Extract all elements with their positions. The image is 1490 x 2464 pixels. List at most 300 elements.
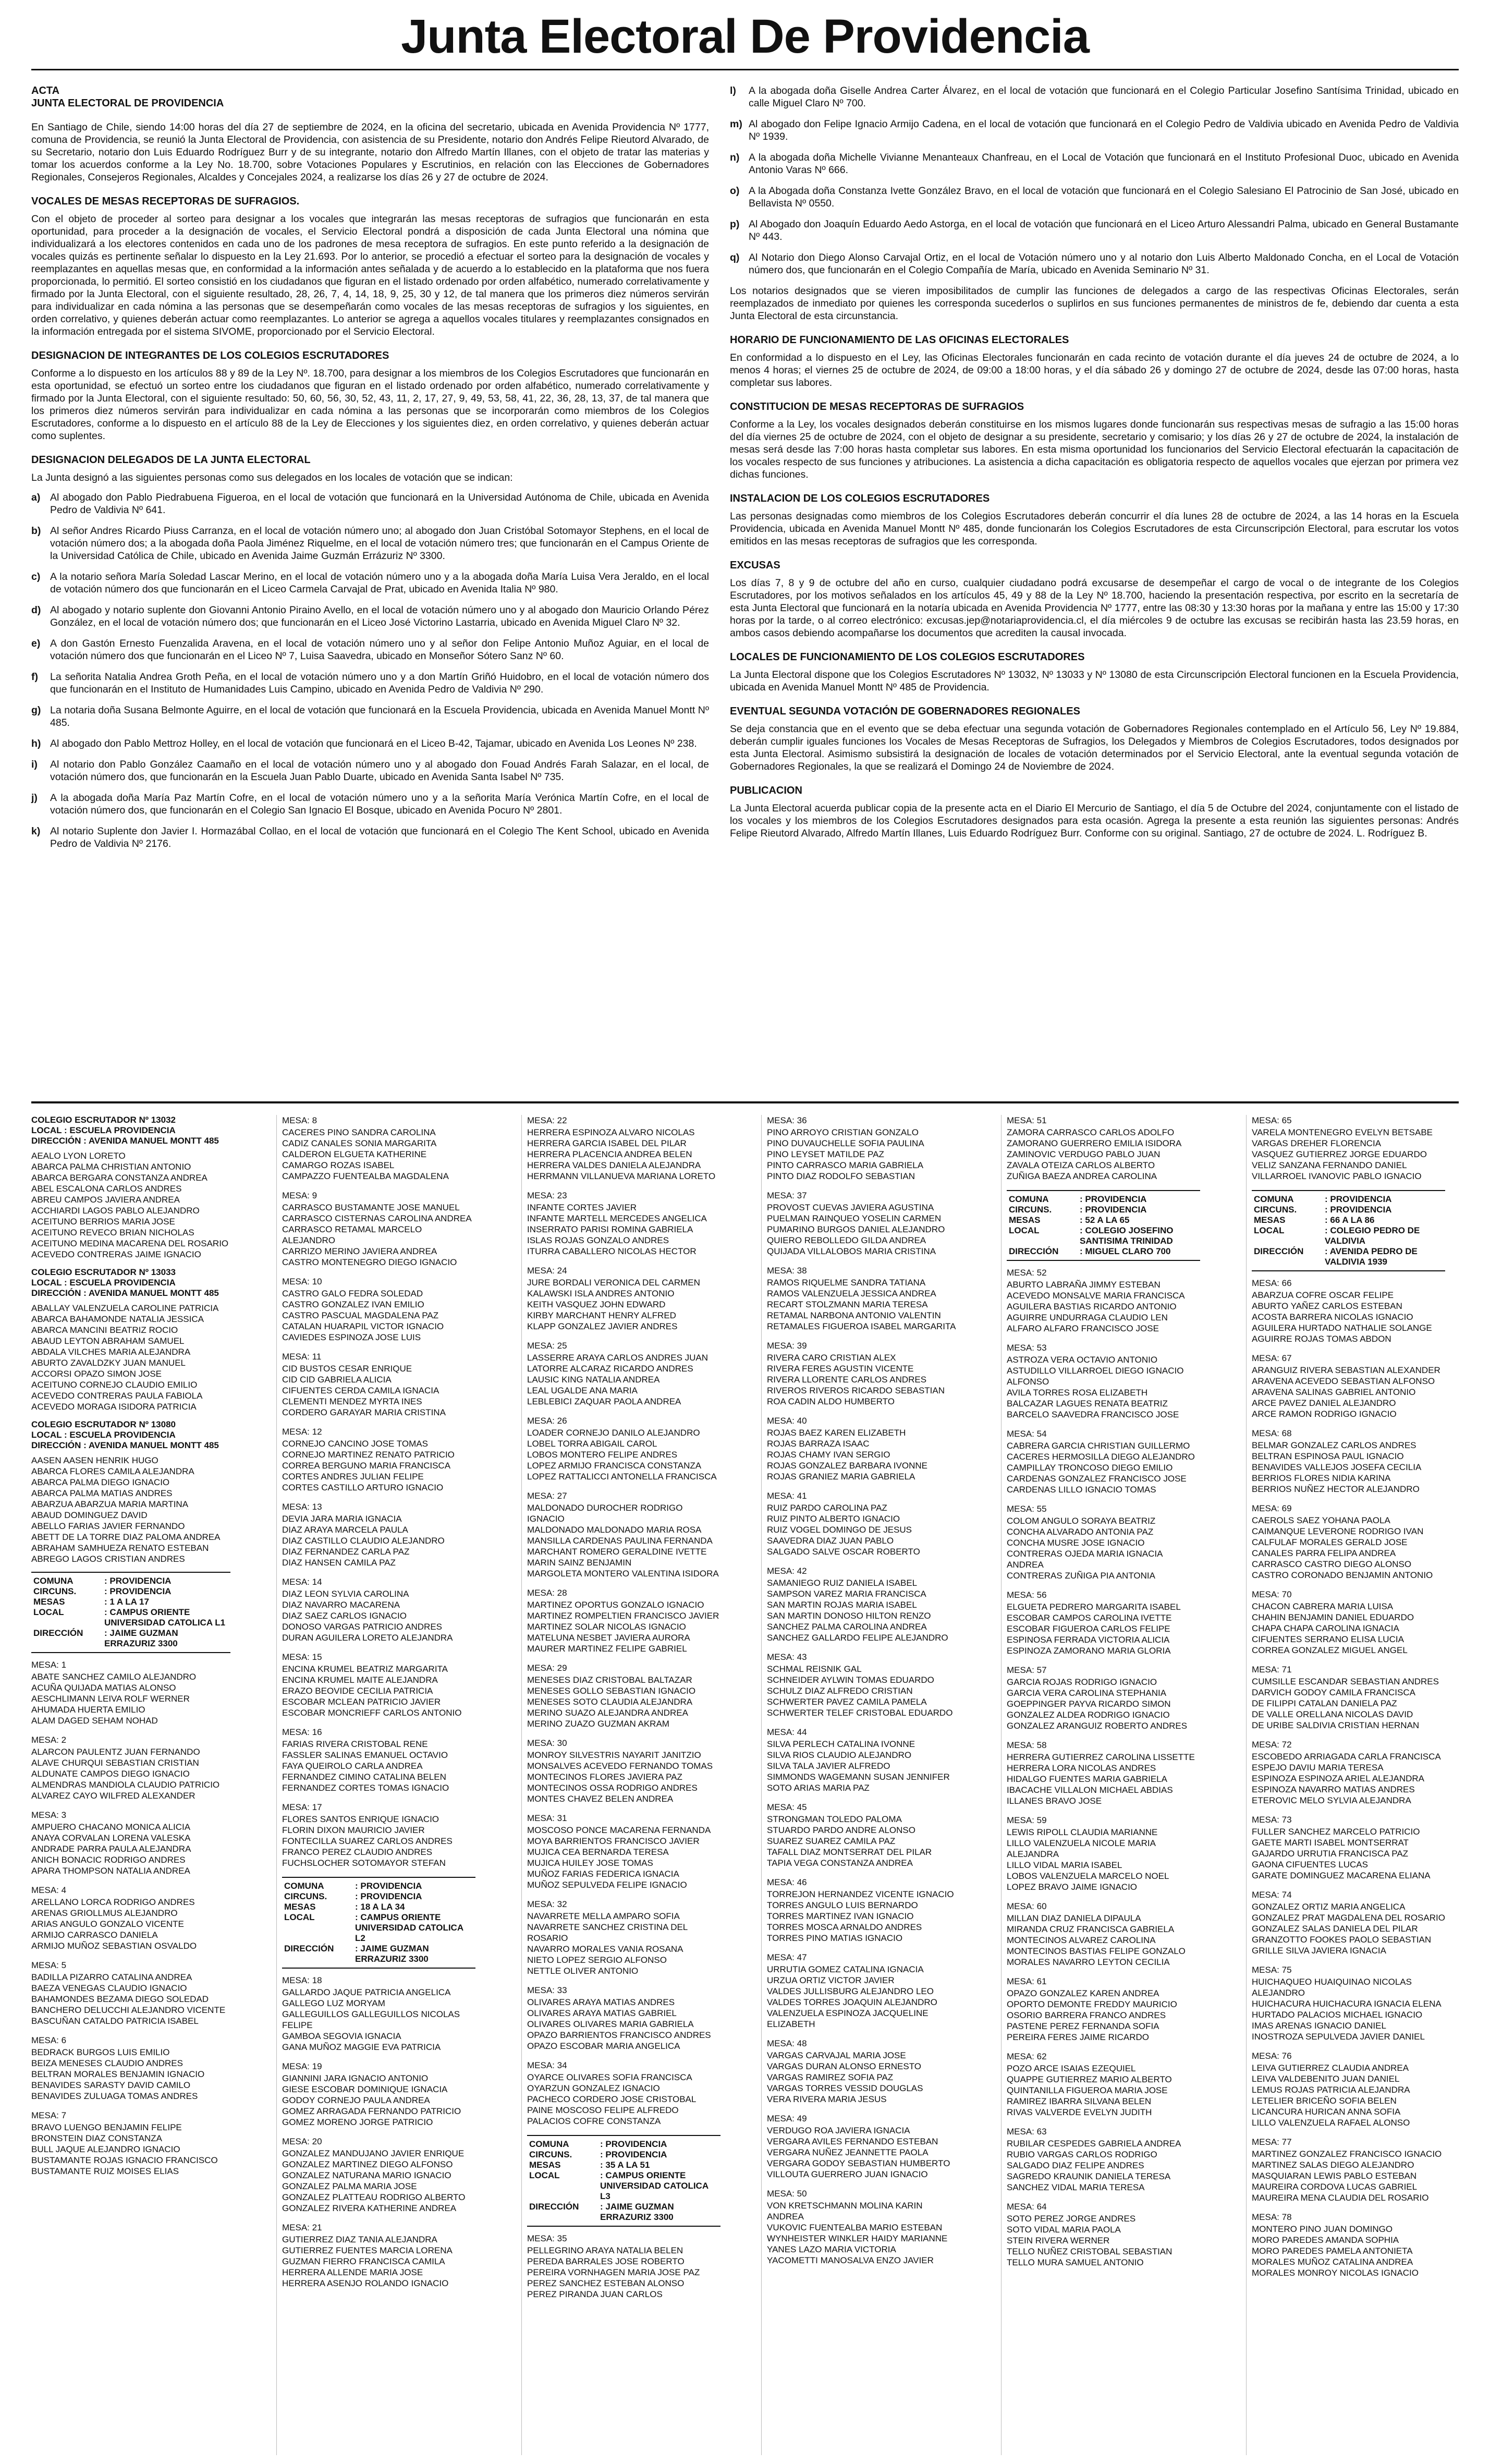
acta-intro: En Santiago de Chile, siendo 14:00 horas del día 27 de septiembre de 2024, en la oficina del secretario, ubicada en Avenida Providencia Nº 1777, comuna de Providencia, se reunió la Junta Electoral de Providencia, con asistencia de su Presidente, notario don Andrés Felipe Rieutord Alvarado, de su Secretario, notario don Luis Eduardo Rodríguez Burr y de su integrante, notario don Alfredo Martín Illanes, con el objeto de tratar las materias y tomar los acuerdos conforme a la Ley No. 18.700, sobre Votaciones Populares y Escrutinios, en relación con las Elecciones de Gobernadores Regionales, Consejeros Regionales, Alcaldes y Concejales 2024, a realizarse los días 26 y 27 de octubre de 2024. bbox=[31, 122, 709, 183]
section-rule bbox=[31, 1101, 1459, 1103]
local-info-key: CIRCUNS. bbox=[529, 2150, 572, 2159]
mesa-label: MESA: 43 bbox=[767, 1652, 807, 1662]
vocal-names: DEVIA JARA MARIA IGNACIA DIAZ ARAYA MARCELA PAULA DIAZ CASTILLO CLAUDIO ALEJANDRO DIAZ FERNANDEZ CARLA PAZ DIAZ HANSEN CAMILA PAZ bbox=[282, 1514, 445, 1568]
section-title-horario: HORARIO DE FUNCIONAMIENTO DE LAS OFICINAS ELECTORALES bbox=[730, 334, 1069, 346]
local-info-value: : PROVIDENCIA bbox=[1325, 1194, 1392, 1204]
mesa-label: MESA: 65 bbox=[1252, 1115, 1292, 1125]
delegado-letter: a) bbox=[31, 492, 41, 503]
mesa-block bbox=[282, 2061, 475, 2128]
mesa-label: MESA: 21 bbox=[282, 2223, 322, 2232]
mesa-block bbox=[1252, 1353, 1445, 1419]
vocal-names: FARIAS RIVERA CRISTOBAL RENE FASSLER SALINAS EMANUEL OCTAVIO FAYA QUEIROLO CARLA ANDREA FERNANDEZ CIMINO CATALINA BELEN FERNANDEZ CORTES TOMAS IGNACIO bbox=[282, 1739, 449, 1793]
delegado-item bbox=[730, 185, 1459, 210]
vocal-names: ESCOBEDO ARRIAGADA CARLA FRANCISCA ESPEJO DAVIU MARIA TERESA ESPINOZA ESPINOZA ARIEL ALEJANDRA ESPINOZA NAVARRO MATIAS ANDRES ETEROVIC MELO SYLVIA ALEJANDRA bbox=[1252, 1752, 1441, 1805]
mesa-block bbox=[1252, 1739, 1445, 1806]
section-title-delegados: DESIGNACION DELEGADOS DE LA JUNTA ELECTORAL bbox=[31, 454, 311, 466]
vocal-names: RAMOS RIQUELME SANDRA TATIANA RAMOS VALENZUELA JESSICA ANDREA RECART STOLZMANN MARIA TERESA RETAMAL NARBONA ANTONIO VALENTIN RETAMALES FIGUEROA ISABEL MARGARITA bbox=[767, 1278, 956, 1331]
vocal-names: FLORES SANTOS ENRIQUE IGNACIO FLORIN DIXON MAURICIO JAVIER FONTECILLA SUAREZ CARLOS ANDRES FRANCO PEREZ CLAUDIO ANDRES FUCHSLOCHER SOTOMAYOR STEFAN bbox=[282, 1814, 453, 1868]
mesa-label: MESA: 17 bbox=[282, 1802, 322, 1812]
colegio-escrutador-block bbox=[31, 1267, 230, 1412]
mesa-block bbox=[1252, 2212, 1445, 2278]
mesa-block bbox=[1007, 1665, 1200, 1731]
local-info-key: DIRECCIÓN bbox=[284, 1944, 334, 1953]
mesa-block bbox=[1252, 1503, 1445, 1581]
local-info-value: : 35 A LA 51 bbox=[600, 2160, 650, 2170]
vocal-names: BRAVO LUENGO BENJAMIN FELIPE BRONSTEIN DIAZ CONSTANZA BULL JAQUE ALEJANDRO IGNACIO BUSTAMANTE ROJAS IGNACIO FRANCISCO BUSTAMANTE RUIZ MOISES ELIAS bbox=[31, 2122, 218, 2176]
local-info-row bbox=[284, 1881, 473, 1891]
vocal-names: CUMSILLE ESCANDAR SEBASTIAN ANDRES DARVICH GODOY CAMILA FRANCISCA DE FILIPPI CATALAN DANIELA PAZ DE VALLE ORELLANA NICOLAS DAVID DE URIBE SALDIVIA CRISTIAN HERNAN bbox=[1252, 1677, 1439, 1730]
local-info-row bbox=[33, 1597, 228, 1607]
local-info-key: LOCAL bbox=[33, 1607, 64, 1617]
mesa-block bbox=[527, 1490, 720, 1579]
mesa-label: MESA: 56 bbox=[1007, 1590, 1047, 1600]
mesa-block bbox=[282, 1501, 475, 1568]
mesa-label: MESA: 52 bbox=[1007, 1268, 1047, 1278]
mesa-label: MESA: 32 bbox=[527, 1899, 567, 1909]
vocal-names: ROJAS BAEZ KAREN ELIZABETH ROJAS BARRAZA ISAAC ROJAS CHAMY IVAN SERGIO ROJAS GONZALEZ BARBARA IVONNE ROJAS GRANIEZ MARIA GABRIELA bbox=[767, 1428, 927, 1482]
mesa-block bbox=[1252, 1814, 1445, 1881]
vocal-names: OYARCE OLIVARES SOFIA FRANCISCA OYARZUN GONZALEZ IGNACIO PACHECO CORDERO JOSE CRISTOBAL PAINE MOSCOSO FELIPE ALFREDO PALACIOS COFRE CONSTANZA bbox=[527, 2072, 697, 2126]
local-info-box bbox=[1007, 1190, 1200, 1261]
local-info-key: MESAS bbox=[33, 1597, 65, 1607]
local-info-box bbox=[1252, 1190, 1445, 1271]
vocal-names: ZAMORA CARRASCO CARLOS ADOLFO ZAMORANO GUERRERO EMILIA ISIDORA ZAMINOVIC VERDUGO PABLO JUAN ZAVALA OTEIZA CARLOS ALBERTO ZUÑIGA BAEZA ANDREA CAROLINA bbox=[1007, 1127, 1182, 1181]
delegado-text: Al abogado don Pablo Piedrabuena Figueroa, en el local de votación que funcionará en la Universidad Autónoma de Chile, ubicada en Avenida Pedro de Valdivia Nº 641. bbox=[50, 492, 709, 516]
vocal-names: BADILLA PIZARRO CATALINA ANDREA BAEZA VENEGAS CLAUDIO IGNACIO BAHAMONDES BEZAMA DIEGO SOLEDAD BANCHERO DELUCCHI ALEJANDRO VICENTE BASCUÑAN CATALDO PATRICIA ISABEL bbox=[31, 1972, 226, 2026]
local-info-row bbox=[1254, 1215, 1443, 1225]
mesa-label: MESA: 58 bbox=[1007, 1740, 1047, 1750]
notarios-text: Los notarios designados que se vieren imposibilitados de cumplir las funciones de delegados a cargo de las respectivas Oficinas Electorales, serán reemplazados de inmediato por quienes les corresponda sucederlos o suplirlos en sus funciones permanentes de ministros de fe, debiendo dar cuenta a esta Junta Electoral de esta circunstancia. bbox=[730, 285, 1459, 322]
delegado-text: Al notario Suplente don Javier I. Hormazábal Collao, en el local de votación que funcionará en el Colegio The Kent School, ubicado en Avenida Pedro de Valdivia Nº 2176. bbox=[50, 826, 709, 849]
mesa-block bbox=[767, 1802, 960, 1868]
mesa-block bbox=[282, 1802, 475, 1868]
vocal-names: LEIVA GUTIERREZ CLAUDIA ANDREA LEIVA VALDEBENITO JUAN DANIEL LEMUS ROJAS PATRICIA ALEJANDRA LETELIER BRICEÑO SOFIA BELEN LICANCURA HURICAN ANNA SOFIA LILLO VALENZUELA RAFAEL ALONSO bbox=[1252, 2063, 1410, 2128]
vocal-names: ELGUETA PEDRERO MARGARITA ISABEL ESCOBAR CAMPOS CAROLINA IVETTE ESCOBAR FIGUEROA CARLOS FELIPE ESPINOSA FERRADA VICTORIA ALICIA ESPINOZA ZAMORANO MARIA GLORIA bbox=[1007, 1602, 1181, 1656]
local-info-key: DIRECCIÓN bbox=[33, 1628, 83, 1638]
local-info-value: : 52 A LA 65 bbox=[1080, 1215, 1130, 1225]
mesa-block bbox=[767, 1340, 960, 1407]
delegado-item bbox=[31, 758, 709, 783]
delegado-letter: e) bbox=[31, 638, 41, 649]
vocal-names: MONTERO PINO JUAN DOMINGO MORO PAREDES AMANDA SOPHIA MORO PAREDES PAMELA ANTONIETA MORALES MUÑOZ CATALINA ANDREA MORALES MONROY NICOLAS IGNACIO bbox=[1252, 2224, 1419, 2278]
local-info-value: : CAMPUS ORIENTE UNIVERSIDAD CATOLICA L3 bbox=[600, 2170, 709, 2201]
section-text-escrutadores: Conforme a lo dispuesto en los artículos 88 y 89 de la Ley Nº. 18.700, para designar a los miembros de los Colegios Escrutadores que funcionarán en esta oportunidad, se efectuó un sorteo entre los ciudadanos que figuran en el listado ordenado por orden alfabético, numerado correlativamente y firmado por la Junta Electoral, con el siguiente resultado: 50, 60, 56, 30, 52, 43, 11, 2, 17, 27, 9, 49, 53, 58, 41, 22, 36, 28, 13, 37, de tal manera que los primeros diez números servirán para individualizar en cada nómina a las personas que se incorporarán como miembros de los Colegios Escrutadores, conforme a lo dispuesto en el artículo 88 de la Ley de Elecciones y los siguientes diez, en orden correlativo, y quienes deberán actuar como suplentes. bbox=[31, 368, 709, 442]
mesa-label: MESA: 61 bbox=[1007, 1976, 1047, 1986]
vocal-names: SAMANIEGO RUIZ DANIELA ISABEL SAMPSON VAREZ MARIA FRANCISCA SAN MARTIN ROJAS MARIA ISABEL SAN MARTIN DONOSO HILTON RENZO SANCHEZ PALMA CAROLINA ANDREA SANCHEZ GALLARDO FELIPE ALEJANDRO bbox=[767, 1578, 948, 1643]
list-column-6 bbox=[1246, 1115, 1445, 2455]
mesa-label: MESA: 50 bbox=[767, 2189, 807, 2199]
delegado-item bbox=[31, 704, 709, 729]
delegado-item bbox=[31, 671, 709, 696]
mesa-block bbox=[1007, 1115, 1200, 1182]
mesa-label: MESA: 31 bbox=[527, 1813, 567, 1823]
vocal-names: ARANGUIZ RIVERA SEBASTIAN ALEXANDER ARAVENA ACEVEDO SEBASTIAN ALFONSO ARAVENA SALINAS GABRIEL ANTONIO ARCE PAVEZ DANIEL ALEJANDRO ARCE RAMON RODRIGO IGNACIO bbox=[1252, 1365, 1440, 1419]
delegado-letter: f) bbox=[31, 671, 38, 683]
vocal-names: MILLAN DIAZ DANIELA DIPAULA MIRANDA CRUZ FRANCISCA GABRIELA MONTECINOS ALVAREZ CAROLINA MONTECINOS BASTIAS FELIPE GONZALO MORALES NAVARRO LEYTON CECILIA bbox=[1007, 1913, 1186, 1967]
vocal-names: MARTINEZ GONZALEZ FRANCISCO IGNACIO MARTINEZ SALAS DIEGO ALEJANDRO MASQUIARAN LEWIS PABLO ESTEBAN MAUREIRA CORDOVA LUCAS GABRIEL MAUREIRA MENA CLAUDIA DEL ROSARIO bbox=[1252, 2149, 1442, 2203]
colegio-escrutador-heading bbox=[31, 1115, 230, 1146]
delegado-item bbox=[31, 525, 709, 562]
delegados-list-right bbox=[730, 84, 1459, 276]
mesa-block bbox=[31, 1960, 230, 2026]
mesa-block bbox=[31, 1810, 230, 1876]
local-info-key: CIRCUNS. bbox=[1009, 1205, 1052, 1215]
mesa-block bbox=[767, 1877, 960, 1944]
vocal-names: CABRERA GARCIA CHRISTIAN GUILLERMO CACERES HERMOSILLA DIEGO ALEJANDRO CAMPILLAY TRONCOSO DIEGO EMILIO CARDENAS GONZALEZ FRANCISCO JOSE CARDENAS LILLO IGNACIO TOMAS bbox=[1007, 1441, 1195, 1495]
mesa-label: MESA: 76 bbox=[1252, 2051, 1292, 2061]
mesa-block bbox=[282, 1190, 475, 1268]
mesa-label: MESA: 6 bbox=[31, 2035, 67, 2045]
local-info-key: CIRCUNS. bbox=[33, 1586, 77, 1596]
mesa-block bbox=[527, 1190, 720, 1257]
local-info-value: : MIGUEL CLARO 700 bbox=[1080, 1246, 1171, 1256]
vocal-names: VARELA MONTENEGRO EVELYN BETSABE VARGAS DREHER FLORENCIA VASQUEZ GUTIERREZ JORGE EDUARDO VELIZ SANZANA FERNANDO DANIEL VILLARROEL IVANOVIC PABLO IGNACIO bbox=[1252, 1127, 1433, 1181]
mesa-block bbox=[1007, 1740, 1200, 1806]
vocal-names: HUICHAQUEO HUAIQUINAO NICOLAS ALEJANDRO HUICHACURA HUICHACURA IGNACIA ELENA HURTADO PALACIOS MICHAEL IGNACIO IMAS ARENAS IGNACIO DANIEL INOSTROZA SEPULVEDA JAVIER DANIEL bbox=[1252, 1977, 1442, 2042]
mesa-block bbox=[1252, 1664, 1445, 1731]
section-text-constitucion: Conforme a la Ley, los vocales designados deberán constituirse en los mismos lugares donde funcionarán sus respectivas mesas de sufragio a las 15:00 horas del día viernes 25 de octubre de 2024, con el objeto de designar a su presidente, secretario y comisario; y los días 26 y 27 de octubre de 2024, la instalación de mesas será desde las 7:00 horas hasta completar sus labores. En esta misma oportunidad los funcionarios del Servicio Electoral efectuarán la capacitación de los vocales respecto de sus funciones y atribuciones. La asistencia a dicha capacitación es obligatoria respecto de aquellos vocales que ejerzan por primera vez dichas funciones. bbox=[730, 419, 1459, 480]
delegado-item bbox=[31, 491, 709, 516]
vocal-names: BEDRACK BURGOS LUIS EMILIO BEIZA MENESES CLAUDIO ANDRES BELTRAN MORALES BENJAMIN IGNACIO BENAVIDES SARASTY DAVID CAMILO BENAVIDES ZULUAGA TOMAS ANDRES bbox=[31, 2047, 205, 2101]
local-info-key: MESAS bbox=[1009, 1215, 1041, 1225]
local-info-key: DIRECCIÓN bbox=[529, 2202, 579, 2212]
local-info-row bbox=[284, 1891, 473, 1902]
local-info-box bbox=[282, 1877, 475, 1969]
mesa-label: MESA: 11 bbox=[282, 1352, 322, 1362]
vocal-names: COLOM ANGULO SORAYA BEATRIZ CONCHA ALVARADO ANTONIA PAZ CONCHA MUSRE JOSE IGNACIO CONTRERAS OJEDA MARIA IGNACIA ANDREA CONTRERAS ZUÑIGA PIA ANTONIA bbox=[1007, 1516, 1163, 1581]
local-info-key: DIRECCIÓN bbox=[1009, 1246, 1059, 1256]
delegado-letter: j) bbox=[31, 792, 38, 804]
delegado-text: A la abogada doña Michelle Vivianne Menanteaux Chanfreau, en el Local de Votación que funcionará en el Instituto Profesional Duoc, ubicado en Avenida Antonio Varas Nº 666. bbox=[749, 152, 1459, 176]
mesa-label: MESA: 8 bbox=[282, 1115, 317, 1125]
vocal-names: JURE BORDALI VERONICA DEL CARMEN KALAWSKI ISLA ANDRES ANTONIO KEITH VASQUEZ JOHN EDWARD KIRBY MARCHANT HENRY ALFRED KLAPP GONZALEZ JAVIER ANDRES bbox=[527, 1278, 700, 1331]
mesa-block bbox=[1007, 2051, 1200, 2118]
mesa-label: MESA: 23 bbox=[527, 1191, 567, 1200]
mesa-block bbox=[527, 1415, 720, 1482]
vocal-names: HERRERA ESPINOZA ALVARO NICOLAS HERRERA GARCIA ISABEL DEL PILAR HERRERA PLACENCIA ANDREA BELEN HERRERA VALDES DANIELA ALEJANDRA HERRMANN VILLANUEVA MARIANA LORETO bbox=[527, 1127, 716, 1181]
colegio-escrutador-block bbox=[31, 1419, 230, 1564]
delegado-text: Al Abogado don Joaquín Eduardo Aedo Astorga, en el local de votación que funcionará en el Liceo Arturo Alessandri Palma, ubicado en General Bustamante Nº 443. bbox=[749, 219, 1459, 242]
section-title-publicacion: PUBLICACION bbox=[730, 785, 802, 796]
vocal-names: ABURTO LABRAÑA JIMMY ESTEBAN ACEVEDO MONSALVE MARIA FRANCISCA AGUILERA BASTIAS RICARDO ANTONIO AGUIRRE UNDURRAGA CLAUDIO LEN ALFARO ALFARO FRANCISCO JOSE bbox=[1007, 1280, 1185, 1333]
mesa-label: MESA: 75 bbox=[1252, 1965, 1292, 1975]
vocal-names: NAVARRETE MELLA AMPARO SOFIA NAVARRETE SANCHEZ CRISTINA DEL ROSARIO NAVARRO MORALES VANIA ROSANA NIETO LOPEZ SERGIO ALFONSO NETTLE OLIVER ANTONIO bbox=[527, 1911, 688, 1976]
mesa-label: MESA: 68 bbox=[1252, 1428, 1292, 1438]
delegado-letter: k) bbox=[31, 826, 41, 837]
local-info-key: COMUNA bbox=[284, 1881, 324, 1891]
mesa-block bbox=[31, 1885, 230, 1951]
local-info-row bbox=[529, 2170, 718, 2202]
mesa-label: MESA: 22 bbox=[527, 1115, 567, 1125]
local-info-row bbox=[33, 1586, 228, 1597]
mesa-label: MESA: 55 bbox=[1007, 1504, 1047, 1514]
delegado-text: Al señor Andres Ricardo Piuss Carranza, en el local de votación número uno; al abogado don Juan Cristóbal Sotomayor Stephens, en el local de votación número dos; a la abogada doña Paola Jiménez Riquelme, en el local de votación número tres; que funcionarán en el Campus Oriente de la Universidad Católica de Chile, ubicado en Avenida Jaime Guzmán Errázuriz Nº 3300. bbox=[50, 525, 709, 562]
vocal-names: ENCINA KRUMEL BEATRIZ MARGARITA ENCINA KRUMEL MAITE ALEJANDRA ERAZO BEOVIDE CECILIA PATRICIA ESCOBAR MCLEAN PATRICIO JAVIER ESCOBAR MONCRIEFF CARLOS ANTONIO bbox=[282, 1664, 462, 1718]
delegado-letter: q) bbox=[730, 252, 740, 263]
mesa-label: MESA: 72 bbox=[1252, 1740, 1292, 1750]
vocal-names: FULLER SANCHEZ MARCELO PATRICIO GAETE MARTI ISABEL MONTSERRAT GAJARDO URRUTIA FRANCISCA PAZ GAONA CIFUENTES LUCAS GARATE DOMINGUEZ MACARENA ELIANA bbox=[1252, 1827, 1431, 1880]
delegado-letter: p) bbox=[730, 219, 740, 230]
mesa-block bbox=[1007, 1267, 1200, 1334]
local-info-key: COMUNA bbox=[1254, 1194, 1294, 1204]
mesa-block bbox=[1252, 1428, 1445, 1495]
local-info-value: : PROVIDENCIA bbox=[355, 1881, 422, 1891]
vocal-names: OPAZO GONZALEZ KAREN ANDREA OPORTO DEMONTE FREDDY MAURICIO OSORIO BARRERA FRANCO ANDRES PASTENE PEREZ FERNANDA SOFIA PEREIRA FERES JAIME RICARDO bbox=[1007, 1988, 1177, 2042]
mesa-label: MESA: 9 bbox=[282, 1191, 317, 1200]
vocal-names: HERRERA GUTIERREZ CAROLINA LISSETTE HERRERA LORA NICOLAS ANDRES HIDALGO FUENTES MARIA GABRIELA IBACACHE VILLALON MICHAEL ABDIAS ILLANES BRAVO JOSE bbox=[1007, 1752, 1195, 1806]
section-title-escrutadores: DESIGNACION DE INTEGRANTES DE LOS COLEGIOS ESCRUTADORES bbox=[31, 350, 389, 361]
vocal-names: VON KRETSCHMANN MOLINA KARIN ANDREA VUKOVIC FUENTEALBA MARIO ESTEBAN WYNHEISTER WINKLER HAIDY MARIANNE YANES LAZO MARIA VICTORIA YACOMETTI MANOSALVA ENZO JAVIER bbox=[767, 2201, 948, 2265]
delegado-item bbox=[730, 151, 1459, 176]
local-info-key: CIRCUNS. bbox=[284, 1891, 327, 1901]
delegado-item bbox=[31, 604, 709, 629]
mesa-block bbox=[767, 2113, 960, 2180]
mesa-block bbox=[1007, 1901, 1200, 1968]
vocal-names: LEWIS RIPOLL CLAUDIA MARIANNE LILLO VALENZUELA NICOLE MARIA ALEJANDRA LILLO VIDAL MARIA ISABEL LOBOS VALENZUELA MARCELO NOEL LOPEZ BRAVO JAIME IGNACIO bbox=[1007, 1827, 1169, 1892]
mesa-label: MESA: 26 bbox=[527, 1416, 567, 1426]
vocal-names: PELLEGRINO ARAYA NATALIA BELEN PEREDA BARRALES JOSE ROBERTO PEREIRA VORNHAGEN MARIA JOSE PAZ PEREZ SANCHEZ ESTEBAN ALONSO PEREZ PIRANDA JUAN CARLOS bbox=[527, 2245, 700, 2299]
vocal-names: LASSERRE ARAYA CARLOS ANDRES JUAN LATORRE ALCARAZ RICARDO ANDRES LAUSIC KING NATALIA ANDREA LEAL UGALDE ANA MARIA LEBLEBICI ZAQUAR PAOLA ANDREA bbox=[527, 1353, 709, 1406]
delegado-letter: n) bbox=[730, 152, 740, 163]
delegado-text: La señorita Natalia Andrea Groth Peña, en el local de votación número uno y a don Martín Griñó Huidobro, en el local de votación número dos que funcionarán en el Instituto de Humanidades Luis Campino, ubicado en Avenida Pedro de Valdivia Nº 290. bbox=[50, 671, 709, 695]
colegio-escrutador-block bbox=[31, 1115, 230, 1260]
local-info-key: COMUNA bbox=[33, 1576, 74, 1586]
section-text-segunda-votacion: Se deja constancia que en el evento que se deba efectuar una segunda votación de Gobernadores Regionales contemplado en el Artículo 56, Ley Nº 19.884, deberán cumplir iguales funciones los Vocales de Mesas Receptoras de Sufragios, los Delegados y Miembros de Colegios Escrutadores, todos designados por esta Junta Electoral. Asimismo subsistirá la designación de locales de votación determinados por el Servicio Electoral, ante la eventual segunda votación de Gobernadores Regionales, la que se realizará el Domingo 24 de Noviembre de 2024. bbox=[730, 723, 1459, 772]
mesa-block bbox=[282, 1351, 475, 1418]
mesa-label: MESA: 64 bbox=[1007, 2202, 1047, 2212]
delegado-item bbox=[31, 792, 709, 817]
vocal-names: CHACON CABRERA MARIA LUISA CHAHIN BENJAMIN DANIEL EDUARDO CHAPA CHAPA CAROLINA IGNACIA CIFUENTES SERRANO ELISA LUCIA CORREA GONZALEZ MIGUEL ANGEL bbox=[1252, 1601, 1414, 1655]
vocal-names: RUIZ PARDO CAROLINA PAZ RUIZ PINTO ALBERTO IGNACIO RUIZ VOGEL DOMINGO DE JESUS SAAVEDRA DIAZ JUAN PABLO SALGADO SALVE OSCAR ROBERTO bbox=[767, 1503, 920, 1557]
vocal-names: CID BUSTOS CESAR ENRIQUE CID CID GABRIELA ALICIA CIFUENTES CERDA CAMILA IGNACIA CLEMENTI MENDEZ MYRTA INES CORDERO GARAYAR MARIA CRISTINA bbox=[282, 1364, 446, 1417]
local-info-value: : COLEGIO JOSEFINO SANTISIMA TRINIDAD bbox=[1080, 1225, 1174, 1246]
vocal-names: OLIVARES ARAYA MATIAS ANDRES OLIVARES ARAYA MATIAS GABRIEL OLIVARES OLIVARES MARIA GABRIELA OPAZO BARRIENTOS FRANCISCO ANDRES OPAZO ESCOBAR MARIA ANGELICA bbox=[527, 1997, 711, 2051]
mesa-label: MESA: 25 bbox=[527, 1341, 567, 1351]
local-info-value: : PROVIDENCIA bbox=[104, 1586, 172, 1596]
mesa-block bbox=[31, 2035, 230, 2102]
section-text-publicacion: La Junta Electoral acuerda publicar copia de la presente acta en el Diario El Mercurio de Santiago, el día 5 de Octubre del 2024, conjuntamente con el listado de los vocales y los miembros de los Colegios Escrutadores designados para esta ocasión. Agrega la presente a esta reunión las siguientes personas: Andrés Felipe Rieutord Alvarado, Alfredo Martín Illanes, Luis Eduardo Rodríguez Burr. Conforme con su original. Santiago, 27 de octubre de 2024. L. Rodríguez B. bbox=[730, 803, 1459, 839]
vocal-names: CACERES PINO SANDRA CAROLINA CADIZ CANALES SONIA MARGARITA CALDERON ELGUETA KATHERINE CAMARGO ROZAS ISABEL CAMPAZZO FUENTEALBA MAGDALENA bbox=[282, 1127, 449, 1181]
mesa-block bbox=[1007, 1589, 1200, 1656]
delegado-letter: b) bbox=[31, 525, 41, 537]
mesa-label: MESA: 73 bbox=[1252, 1815, 1292, 1825]
mesa-label: MESA: 69 bbox=[1252, 1503, 1292, 1513]
section-title-vocales: VOCALES DE MESAS RECEPTORAS DE SUFRAGIOS. bbox=[31, 196, 300, 207]
colegio-escrutador-line: DIRECCIÓN : AVENIDA MANUEL MONTT 485 bbox=[31, 1136, 219, 1146]
member-names: ABALLAY VALENZUELA CAROLINE PATRICIA ABARCA BAHAMONDE NATALIA JESSICA ABARCA MANCINI BEATRIZ ROCIO ABAUD LEYTON ABRAHAM SAMUEL ABDALA VILCHES MARIA ALEJANDRA ABURTO ZAVALDZKY JUAN MANUEL ACCORSI OPAZO SIMON JOSE ACEITUNO CORNEJO CLAUDIO EMILIO ACEVEDO CONTRERAS PAULA FABIOLA ACEVEDO MORAGA ISIDORA PATRICIA bbox=[31, 1303, 219, 1412]
delegado-item bbox=[730, 84, 1459, 110]
vocal-names: CASTRO GALO FEDRA SOLEDAD CASTRO GONZALEZ IVAN EMILIO CASTRO PASCUAL MAGDALENA PAZ CATALAN HUARAPIL VICTOR IGNACIO CAVIEDES ESPINOZA JOSE LUIS bbox=[282, 1289, 444, 1342]
delegado-letter: c) bbox=[31, 571, 41, 582]
delegado-item bbox=[730, 218, 1459, 243]
mesa-label: MESA: 13 bbox=[282, 1502, 322, 1512]
local-info-row bbox=[284, 1912, 473, 1944]
vocal-names: STRONGMAN TOLEDO PALOMA STUARDO PARDO ANDRE ALONSO SUAREZ SUAREZ CAMILA PAZ TAFALL DIAZ MONTSERRAT DEL PILAR TAPIA VEGA CONSTANZA ANDREA bbox=[767, 1814, 932, 1868]
vocal-names: MONROY SILVESTRIS NAYARIT JANITZIO MONSALVES ACEVEDO FERNANDO TOMAS MONTECINOS FLORES JAVIERA PAZ MONTECINOS OSSA RODRIGO ANDRES MONTES CHAVEZ BELEN ANDREA bbox=[527, 1750, 713, 1804]
mesa-label: MESA: 70 bbox=[1252, 1589, 1292, 1599]
local-info-key: LOCAL bbox=[1009, 1225, 1040, 1235]
local-info-row bbox=[529, 2202, 718, 2223]
mesa-block bbox=[527, 1813, 720, 1890]
mesa-block bbox=[282, 1115, 475, 1182]
mesa-label: MESA: 41 bbox=[767, 1491, 807, 1501]
vocal-names: GALLARDO JAQUE PATRICIA ANGELICA GALLEGO LUZ MORYAM GALLEGUILLOS GALLEGUILLOS NICOLAS FELIPE GAMBOA SEGOVIA IGNACIA GANA MUÑOZ MAGGIE EVA PATRICIA bbox=[282, 1987, 460, 2052]
mesa-block bbox=[1007, 1503, 1200, 1581]
section-text-vocales: Con el objeto de proceder al sorteo para designar a los vocales que integrarán las mesas receptoras de sufragios que funcionarán en esta oportunidad, para proceder a la designación de vocales, el Servicio Electoral pondrá a disposición de cada Junta Electoral una nómina que individualizará a los electores contenidos en cada uno de los padrones de mesa receptora de sufragios. En este punto referido a la designación de vocales quizás es pertinente señalar lo dispuesto en la Ley 21.693. Por lo anterior, se procedió a efectuar el sorteo para la designación de vocales y reemplazantes en aquellas mesas que, en conformidad a la información antes señalada y de acuerdo a lo establecido en la plataforma que nos fuera proporcionada, lo permitió. El sorteo consistió en los ciudadanos que figuran en el listado ordenado por orden alfabético, numerado correlativamente y firmado por la Junta Electoral, con el siguiente resultado, 28, 26, 7, 4, 14, 18, 9, 25, 30 y 12, de tal manera que los primeros diez números servirán para individualizar en cada nómina a las personas que se desempeñarán como vocales de las mesas receptoras de sufragios y los siguientes, en orden correlativo, y quienes deberán actuar como reemplazantes. Lo anterior se agrega a aquellos vocales titulares y reemplazantes consignados en la información entregada por el sistema SIVOME, proporcionado por el Servicio Electoral. bbox=[31, 213, 709, 337]
colegio-escrutador-line: COLEGIO ESCRUTADOR Nº 13080 bbox=[31, 1419, 176, 1429]
mesa-block bbox=[1252, 1589, 1445, 1656]
mesa-label: MESA: 27 bbox=[527, 1491, 567, 1501]
list-column-1 bbox=[31, 1115, 230, 2455]
vocal-names: CORNEJO CANCINO JOSE TOMAS CORNEJO MARTINEZ RENATO PATRICIO CORREA BERGUNO MARIA FRANCISCA CORTES ANDRES JULIAN FELIPE CORTES CASTILLO ARTURO IGNACIO bbox=[282, 1439, 455, 1492]
local-info-key: COMUNA bbox=[1009, 1194, 1049, 1204]
delegados-list-left bbox=[31, 491, 709, 850]
delegado-letter: d) bbox=[31, 604, 41, 616]
vocal-names: GONZALEZ MANDUJANO JAVIER ENRIQUE GONZALEZ MARTINEZ DIEGO ALFONSO GONZALEZ NATURANA MARIO IGNACIO GONZALEZ PALMA MARIA JOSE GONZALEZ PLATTEAU RODRIGO ALBERTO GONZALEZ RIVERA KATHERINE ANDREA bbox=[282, 2149, 466, 2213]
local-info-value: : CAMPUS ORIENTE UNIVERSIDAD CATOLICA L1 bbox=[104, 1607, 226, 1628]
mesa-block bbox=[767, 1727, 960, 1793]
mesa-label: MESA: 47 bbox=[767, 1952, 807, 1962]
mesa-label: MESA: 53 bbox=[1007, 1343, 1047, 1353]
delegado-letter: g) bbox=[31, 705, 41, 716]
colegio-escrutador-heading bbox=[31, 1267, 230, 1298]
local-info-key: LOCAL bbox=[529, 2170, 560, 2180]
section-text-excusas: Los días 7, 8 y 9 de octubre del año en curso, cualquier ciudadano podrá excusarse de desempeñar el cargo de vocal o de integrante de los Colegios Escrutadores, por los motivos señalados en los artículos 45, 49 y 88 de la Ley Nº 18.700, haciendo la presentación respectiva, por escrito en la secretaría de esta Junta Electoral que funcionará en la notaría ubicada en Avenida Providencia Nº 1777, entre las 08:30 y 13:30 horas por la mañana y entre las 15:00 y 17:30 horas por la tarde, o al correo electrónico: excusas.jep@notariaprovidencia.cl, el día miércoles 9 de octubre las excusas se recibirán hasta las 23.59 horas, en ambos casos debiendo acompañarse los documentos que acrediten la causal invocada. bbox=[730, 577, 1459, 639]
acta-label: ACTA bbox=[31, 85, 60, 96]
local-info-key: MESAS bbox=[284, 1902, 316, 1912]
mesa-block bbox=[1007, 2201, 1200, 2268]
vocal-names: RUBILAR CESPEDES GABRIELA ANDREA RUBIO VARGAS CARLOS RODRIGO SALGADO DIAZ FELIPE ANDRES SAGREDO KRAUNIK DANIELA TERESA SANCHEZ VIDAL MARIA TERESA bbox=[1007, 2139, 1181, 2192]
local-info-row bbox=[33, 1576, 228, 1586]
mesa-block bbox=[31, 1659, 230, 1726]
local-info-value: : JAIME GUZMAN ERRAZURIZ 3300 bbox=[104, 1628, 178, 1648]
vocal-names: URRUTIA GOMEZ CATALINA IGNACIA URZUA ORTIZ VICTOR JAVIER VALDES JULLISBURG ALEJANDRO LEO VALDES TORRES JOAQUIN ALEJANDRO VALENZUELA ESPINOZA JACQUELINE ELIZABETH bbox=[767, 1964, 937, 2029]
mesa-label: MESA: 35 bbox=[527, 2234, 567, 2243]
section-intro-delegados: La Junta designó a las siguientes personas como sus delegados en los locales de votación que se indican: bbox=[31, 472, 513, 483]
colegio-escrutador-line: COLEGIO ESCRUTADOR Nº 13033 bbox=[31, 1267, 176, 1277]
mesa-block bbox=[767, 2038, 960, 2105]
local-info-value: : 66 A LA 86 bbox=[1325, 1215, 1375, 1225]
mesa-block bbox=[527, 1985, 720, 2052]
mesa-block bbox=[282, 1426, 475, 1493]
vocal-names: LOADER CORNEJO DANILO ALEJANDRO LOBEL TORRA ABIGAIL CAROL LOBOS MONTERO FELIPE ANDRES LOPEZ ARMIJO FRANCISCA CONSTANZA LOPEZ RATTALICCI ANTONELLA FRANCISCA bbox=[527, 1428, 717, 1482]
vocal-names: RIVERA CARO CRISTIAN ALEX RIVERA FERES AGUSTIN VICENTE RIVERA LLORENTE CARLOS ANDRES RIVEROS RIVEROS RICARDO SEBASTIAN ROA CADIN ALDO HUMBERTO bbox=[767, 1353, 945, 1406]
mesa-block bbox=[1252, 2050, 1445, 2128]
mesa-block bbox=[282, 2136, 475, 2214]
mesa-block bbox=[1252, 1964, 1445, 2042]
mesa-label: MESA: 16 bbox=[282, 1727, 322, 1737]
mesa-block bbox=[767, 1265, 960, 1332]
mesa-block bbox=[282, 1276, 475, 1343]
delegado-text: Al notario don Pablo González Caamaño en el local de votación número uno y al abogado don Fouad Andrés Farah Salazar, en el local, de votación número dos, que funcionarán en la Escuela Juan Pablo Duarte, ubicado en Avenida Santa Isabel Nº 735. bbox=[50, 759, 709, 783]
vocal-names: MALDONADO DUROCHER RODRIGO IGNACIO MALDONADO MALDONADO MARIA ROSA MANSILLA CARDENAS PAULINA FERNANDA MARCHANT ROMERO GERALDINE IVETTE MARIN SAINZ BENJAMIN MARGOLETA MONTERO VALENTINA ISIDORA bbox=[527, 1503, 719, 1579]
vocal-names: ABARZUA COFRE OSCAR FELIPE ABURTO YAÑEZ CARLOS ESTEBAN ACOSTA BARRERA NICOLAS IGNACIO AGUILERA HURTADO NATHALIE SOLANGE AGUIRRE ROJAS TOMAS ABDON bbox=[1252, 1290, 1432, 1344]
vocal-names: VERDUGO ROA JAVIERA IGNACIA VERGARA AVILES FERNANDO ESTEBAN VERGARA NUÑEZ JEANNETTE PAOLA VERGARA GODOY SEBASTIAN HUMBERTO VILLOUTA GUERRERO JUAN IGNACIO bbox=[767, 2126, 950, 2179]
mesa-label: MESA: 19 bbox=[282, 2061, 322, 2071]
mesa-label: MESA: 3 bbox=[31, 1810, 67, 1820]
header-rule bbox=[31, 69, 1459, 70]
mesa-label: MESA: 29 bbox=[527, 1663, 567, 1673]
mesa-label: MESA: 67 bbox=[1252, 1353, 1292, 1363]
local-info-row bbox=[529, 2139, 718, 2150]
delegado-item bbox=[31, 825, 709, 850]
mesa-label: MESA: 62 bbox=[1007, 2052, 1047, 2061]
mesa-label: MESA: 54 bbox=[1007, 1429, 1047, 1439]
list-column-2 bbox=[276, 1115, 475, 2455]
member-names: AEALO LYON LORETO ABARCA PALMA CHRISTIAN ANTONIO ABARCA BERGARA CONSTANZA ANDREA ABEL ESCALONA CARLOS ANDRES ABREU CAMPOS JAVIERA ANDREA ACCHIARDI LAGOS PABLO ALEJANDRO ACEITUNO BERRIOS MARIA JOSE ACEITUNO REVECO BRIAN NICHOLAS ACEITUNO MEDINA MACARENA DEL ROSARIO ACEVEDO CONTRERAS JAIME IGNACIO bbox=[31, 1151, 229, 1259]
local-info-key: LOCAL bbox=[284, 1912, 315, 1922]
vocal-names: VARGAS CARVAJAL MARIA JOSE VARGAS DURAN ALONSO ERNESTO VARGAS RAMIREZ SOFIA PAZ VARGAS TORRES VESSID DOUGLAS VERA RIVERA MARIA JESUS bbox=[767, 2050, 923, 2104]
local-info-box bbox=[31, 1572, 230, 1653]
mesa-block bbox=[767, 2188, 960, 2266]
vocal-names: SOTO PEREZ JORGE ANDRES SOTO VIDAL MARIA PAOLA STEIN RIVERA WERNER TELLO NUÑEZ CRISTOBAL SEBASTIAN TELLO MURA SAMUEL ANTONIO bbox=[1007, 2214, 1173, 2267]
mesa-block bbox=[282, 1652, 475, 1718]
mesa-label: MESA: 2 bbox=[31, 1735, 67, 1745]
local-info-value: : PROVIDENCIA bbox=[104, 1576, 172, 1586]
mesa-label: MESA: 57 bbox=[1007, 1665, 1047, 1675]
local-info-value: : PROVIDENCIA bbox=[1080, 1194, 1147, 1204]
local-info-row bbox=[1009, 1194, 1198, 1205]
mesa-block bbox=[527, 1738, 720, 1804]
delegado-letter: m) bbox=[730, 118, 742, 130]
local-info-row bbox=[284, 1902, 473, 1912]
mesa-label: MESA: 4 bbox=[31, 1885, 67, 1895]
mesa-block bbox=[527, 1115, 720, 1182]
mesa-label: MESA: 60 bbox=[1007, 1901, 1047, 1911]
vocal-names: MARTINEZ OPORTUS GONZALO IGNACIO MARTINEZ ROMPELTIEN FRANCISCO JAVIER MARTINEZ SOLAR NICOLAS IGNACIO MATELUNA NESBET JAVIERA AURORA MAURER MARTINEZ FELIPE GABRIEL bbox=[527, 1600, 719, 1654]
mesa-block bbox=[767, 1115, 960, 1182]
section-text-horario: En conformidad a lo dispuesto en el Ley, las Oficinas Electorales funcionarán en cada recinto de votación durante el día jueves 24 de octubre de 2024, a lo menos 4 horas; el viernes 25 de octubre de 2024, de 09:00 a 18:00 horas, y el día sábado 26 y domingo 27 de octubre de 2024, desde las 07:00 horas, hasta completar sus labores. bbox=[730, 352, 1459, 389]
mesa-label: MESA: 30 bbox=[527, 1738, 567, 1748]
mesa-block bbox=[282, 1576, 475, 1643]
list-column-4 bbox=[761, 1115, 960, 2455]
local-info-row bbox=[284, 1944, 473, 1964]
local-info-value: : PROVIDENCIA bbox=[1325, 1205, 1392, 1215]
vocal-names: ARELLANO LORCA RODRIGO ANDRES ARENAS GRIOLLMUS ALEJANDRO ARIAS ANGULO GONZALO VICENTE ARMIJO CARRASCO DANIELA ARMIJO MUÑOZ SEBASTIAN OSVALDO bbox=[31, 1897, 197, 1951]
mesa-block bbox=[282, 2222, 475, 2289]
vocal-names: GONZALEZ ORTIZ MARIA ANGELICA GONZALEZ PRAT MAGDALENA DEL ROSARIO GONZALEZ SALAS DANIELA DEL PILAR GRANZOTTO FOOKES PAOLO SEBASTIAN GRILLE SILVA JAVIERA IGNACIA bbox=[1252, 1902, 1445, 1956]
mesa-label: MESA: 7 bbox=[31, 2110, 67, 2120]
list-column-5 bbox=[1001, 1115, 1200, 2455]
mesa-label: MESA: 15 bbox=[282, 1652, 322, 1662]
mesa-label: MESA: 14 bbox=[282, 1577, 322, 1587]
mesa-label: MESA: 59 bbox=[1007, 1815, 1047, 1825]
mesa-block bbox=[527, 1899, 720, 1976]
mesa-label: MESA: 74 bbox=[1252, 1890, 1292, 1900]
mesa-label: MESA: 1 bbox=[31, 1660, 67, 1670]
vocal-names: MOSCOSO PONCE MACARENA FERNANDA MOYA BARRIENTOS FRANCISCO JAVIER MUJICA CEA BERNARDA TERESA MUJICA HUILEY JOSE TOMAS MUÑOZ FARIAS FEDERICA IGNACIA MUÑOZ SEPULVEDA FELIPE IGNACIO bbox=[527, 1825, 711, 1890]
local-info-key: COMUNA bbox=[529, 2139, 569, 2149]
mesa-block bbox=[527, 1265, 720, 1332]
local-info-row bbox=[529, 2160, 718, 2170]
mesa-block bbox=[527, 1340, 720, 1407]
mesa-label: MESA: 48 bbox=[767, 2038, 807, 2048]
delegado-item bbox=[31, 637, 709, 662]
mesa-block bbox=[1007, 1976, 1200, 2043]
delegado-letter: o) bbox=[730, 185, 740, 197]
delegado-item bbox=[730, 118, 1459, 143]
local-info-key: MESAS bbox=[1254, 1215, 1286, 1225]
mesa-block bbox=[31, 2110, 230, 2177]
mesa-block bbox=[767, 1415, 960, 1482]
local-info-row bbox=[1009, 1205, 1198, 1215]
colegio-escrutador-line: LOCAL : ESCUELA PROVIDENCIA bbox=[31, 1278, 176, 1288]
acta-junta: JUNTA ELECTORAL DE PROVIDENCIA bbox=[31, 98, 224, 109]
mesa-label: MESA: 12 bbox=[282, 1427, 322, 1437]
mesa-block bbox=[1252, 1278, 1445, 1344]
local-info-value: : JAIME GUZMAN ERRAZURIZ 3300 bbox=[600, 2202, 674, 2222]
local-info-row bbox=[1009, 1215, 1198, 1225]
